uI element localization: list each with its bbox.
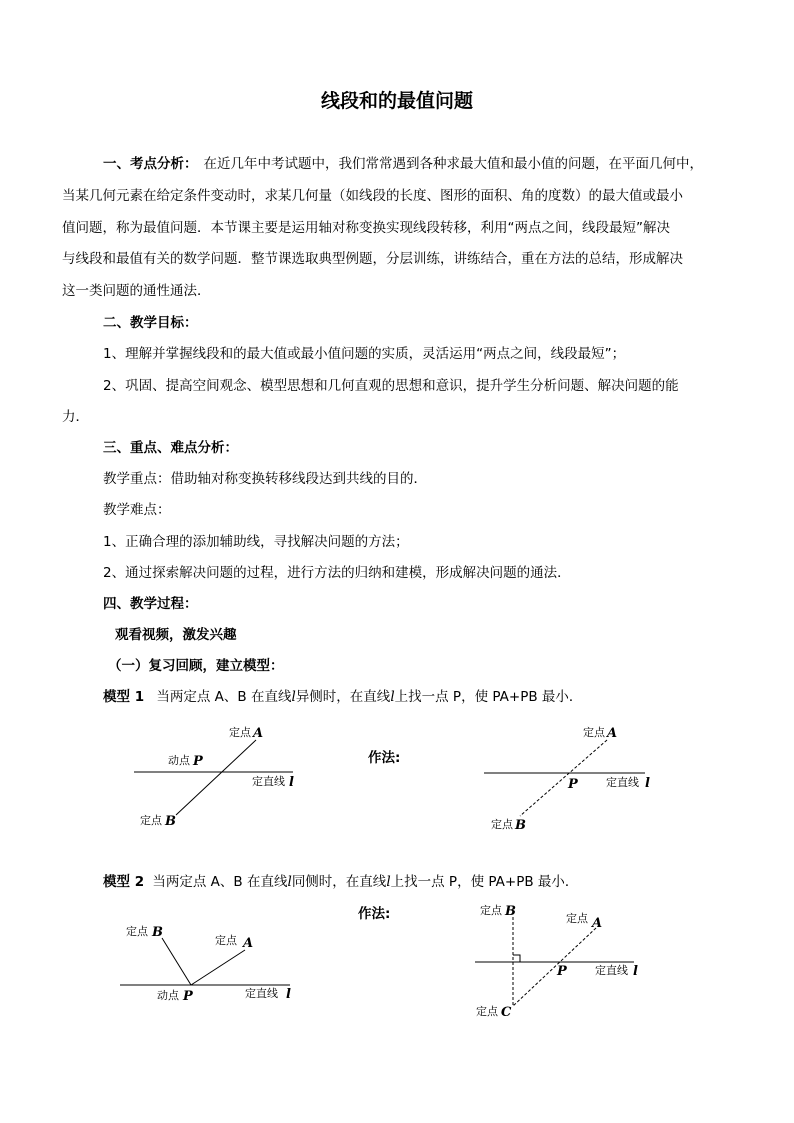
section4-heading: 四、教学过程： — [103, 596, 198, 612]
moving-point-text: 动点 — [157, 989, 179, 1002]
section2-item1: 1、理解并掌握线段和的最大值或最小值问题的实质，灵活运用“两点之间，线段最短”； — [103, 346, 626, 362]
label-l: l — [286, 987, 291, 1002]
label-l: l — [289, 775, 294, 790]
label-p: P — [568, 777, 578, 792]
section2-item2-line2: 力． — [62, 409, 89, 425]
label-p: P — [183, 989, 193, 1004]
model2-label: 模型 2 — [103, 874, 145, 890]
fixed-point-b-text: 定点 — [140, 814, 162, 827]
label-b: B — [515, 818, 526, 833]
model2-var-l: l — [287, 874, 292, 890]
section3-heading: 三、重点、难点分析： — [103, 440, 238, 456]
label-b: B — [505, 904, 516, 919]
section1-line5: 这一类问题的通性通法． — [62, 283, 211, 299]
figure-model2-method — [475, 903, 638, 1020]
fixed-point-a-text: 定点 — [583, 726, 605, 739]
model1-label: 模型 1 — [103, 689, 145, 705]
segment-pa — [191, 950, 245, 985]
label-p: P — [557, 964, 567, 979]
fixed-point-b-text: 定点 — [126, 925, 148, 938]
model2-method-label: 作法: — [358, 906, 391, 922]
label-a: A — [253, 726, 264, 741]
label-a: A — [607, 726, 618, 741]
review-heading: （一）复习回顾，建立模型： — [108, 658, 284, 674]
segment-ab-dashed — [520, 740, 607, 816]
section2-item2-line1: 2、巩固、提高空间观念、模型思想和几何直观的思想和意识，提升学生分析问题、解决问题的能 — [103, 378, 679, 394]
difficulty-item1: 1、正确合理的添加辅助线，寻找解决问题的方法； — [103, 534, 409, 550]
model1-method-label: 作法: — [368, 750, 401, 766]
section1-line4: 与线段和最值有关的数学问题．整节课选取典型例题，分层训练，讲练结合，重在方法的总结，形成解决 — [62, 251, 683, 267]
section1-line2: 当某几何元素在给定条件变动时，求某几何量（如线段的长度、图形的面积、角的度数）的最大值或最小 — [62, 188, 683, 204]
section2-heading: 二、教学目标： — [103, 315, 198, 331]
model2-text-b: 同侧时，在直线 — [291, 874, 387, 890]
fixed-point-a-text: 定点 — [566, 912, 588, 925]
fixed-point-c-text: 定点 — [476, 1005, 498, 1018]
figure-model1-method — [484, 725, 650, 833]
figure-model2-left — [120, 924, 291, 1004]
video-heading: 观看视频，激发兴趣 — [115, 627, 237, 643]
model2-var-l-2: l — [386, 874, 391, 890]
fixed-line-text: 定直线 — [252, 775, 285, 788]
figure-model1-left — [134, 725, 294, 829]
model2-text-c: 上找一点 P，使 PA+PB 最小． — [390, 874, 579, 890]
label-a: A — [243, 936, 254, 951]
page-title: 线段和的最值问题 — [320, 90, 473, 112]
label-c: C — [501, 1005, 512, 1020]
fixed-point-a-text: 定点 — [229, 726, 251, 739]
model1-text-c: 上找一点 P，使 PA+PB 最小． — [394, 689, 583, 705]
model1-text-a: 当两定点 A、B 在直线 — [156, 689, 292, 705]
fixed-line-text: 定直线 — [595, 964, 628, 977]
moving-point-text: 动点 — [168, 754, 190, 767]
model1-var-l-2: l — [390, 689, 395, 705]
label-l: l — [633, 964, 638, 979]
label-a: A — [592, 916, 603, 931]
label-p: P — [193, 754, 203, 769]
segment-pb — [162, 938, 191, 985]
section1-heading: 一、考点分析： — [103, 156, 198, 172]
segment-ac-dashed — [513, 928, 596, 1006]
right-angle-mark — [513, 955, 520, 962]
section1-line1: 在近几年中考试题中，我们常常遇到各种求最大值和最小值的问题，在平面几何中， — [203, 156, 703, 172]
key-point: 教学重点：借助轴对称变换转移线段达到共线的目的． — [103, 471, 427, 487]
model2-text-a: 当两定点 A、B 在直线 — [152, 874, 288, 890]
label-b: B — [152, 925, 163, 940]
difficulty-item2: 2、通过探索解决问题的过程，进行方法的归纳和建模，形成解决问题的通法． — [103, 565, 571, 581]
fixed-point-b-text: 定点 — [491, 818, 513, 831]
segment-pa-pb — [176, 740, 256, 815]
fixed-line-text: 定直线 — [606, 776, 639, 789]
fixed-line-text: 定直线 — [245, 987, 278, 1000]
difficulty-label: 教学难点： — [103, 502, 171, 518]
model1-var-l: l — [291, 689, 296, 705]
label-l: l — [645, 776, 650, 791]
fixed-point-a-text: 定点 — [215, 934, 237, 947]
fixed-point-b-text: 定点 — [480, 904, 502, 917]
model1-text-b: 异侧时，在直线 — [295, 689, 391, 705]
section1-line3: 值问题，称为最值问题．本节课主要是运用轴对称变换实现线段转移，利用“两点之间，线段最短”解决 — [62, 220, 670, 236]
label-b: B — [165, 814, 176, 829]
